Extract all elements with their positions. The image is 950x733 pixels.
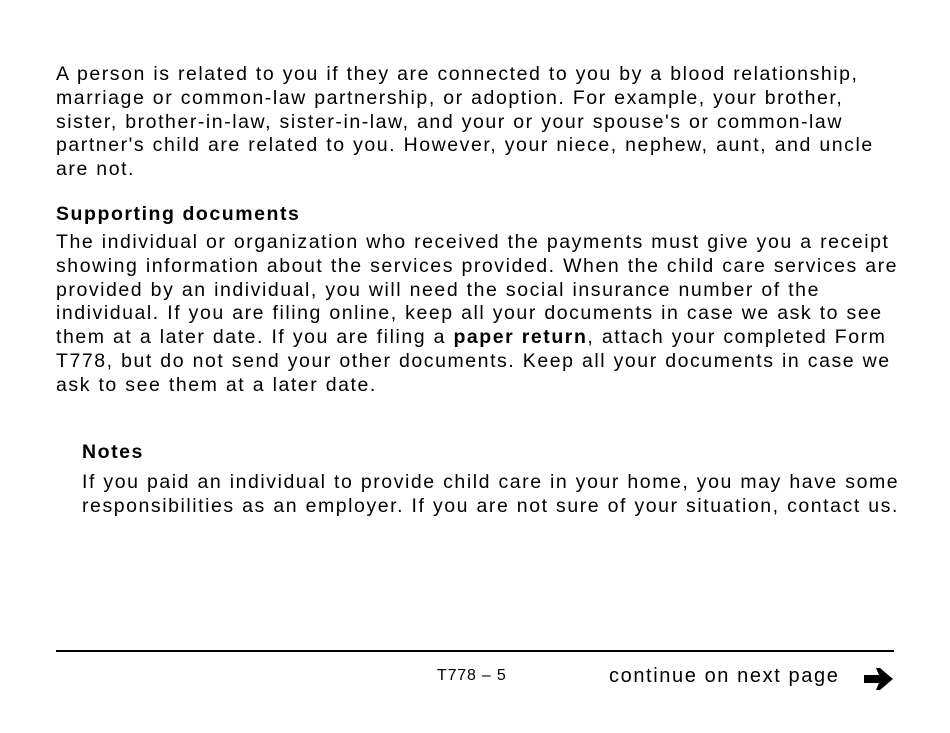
supporting-documents-text-start: The individual or organization who received the payments must give you a receipt showing information about the services provided. When the child care services are provided by an individual, you will need the social insurance number of the individual. If you are filing online, keep all your documents in case we ask to see them at a later date. If you are filing a bbox=[56, 231, 899, 349]
supporting-documents-heading: Supporting documents bbox=[56, 203, 301, 225]
intro-paragraph: A person is related to you if they are connected to you by a blood relationship, marriage or common-law partnership, or adoption. For example, your brother, sister, brother-in-law, sister-in-law, and your or your spouse's or common-law partner's child are related to you. However, your niece, nephew, aunt, and uncle are not. bbox=[56, 63, 874, 181]
right-arrow-icon bbox=[864, 666, 894, 692]
paper-return-emphasis: paper return bbox=[453, 326, 588, 349]
notes-heading: Notes bbox=[82, 441, 144, 463]
footer-divider bbox=[56, 650, 894, 652]
continue-on-next-page-label: continue on next page bbox=[609, 665, 840, 687]
supporting-documents-text-end: , attach your completed Form T778, but do not send your other documents. Keep all your documents in case we ask to see them at a later date. bbox=[56, 326, 891, 396]
notes-paragraph: If you paid an individual to provide child care in your home, you may have some responsibilities as an employer. If you are not sure of your situation, contact us. bbox=[82, 471, 900, 517]
page-number: T778 – 5 bbox=[437, 667, 507, 684]
supporting-documents-paragraph bbox=[56, 231, 901, 398]
